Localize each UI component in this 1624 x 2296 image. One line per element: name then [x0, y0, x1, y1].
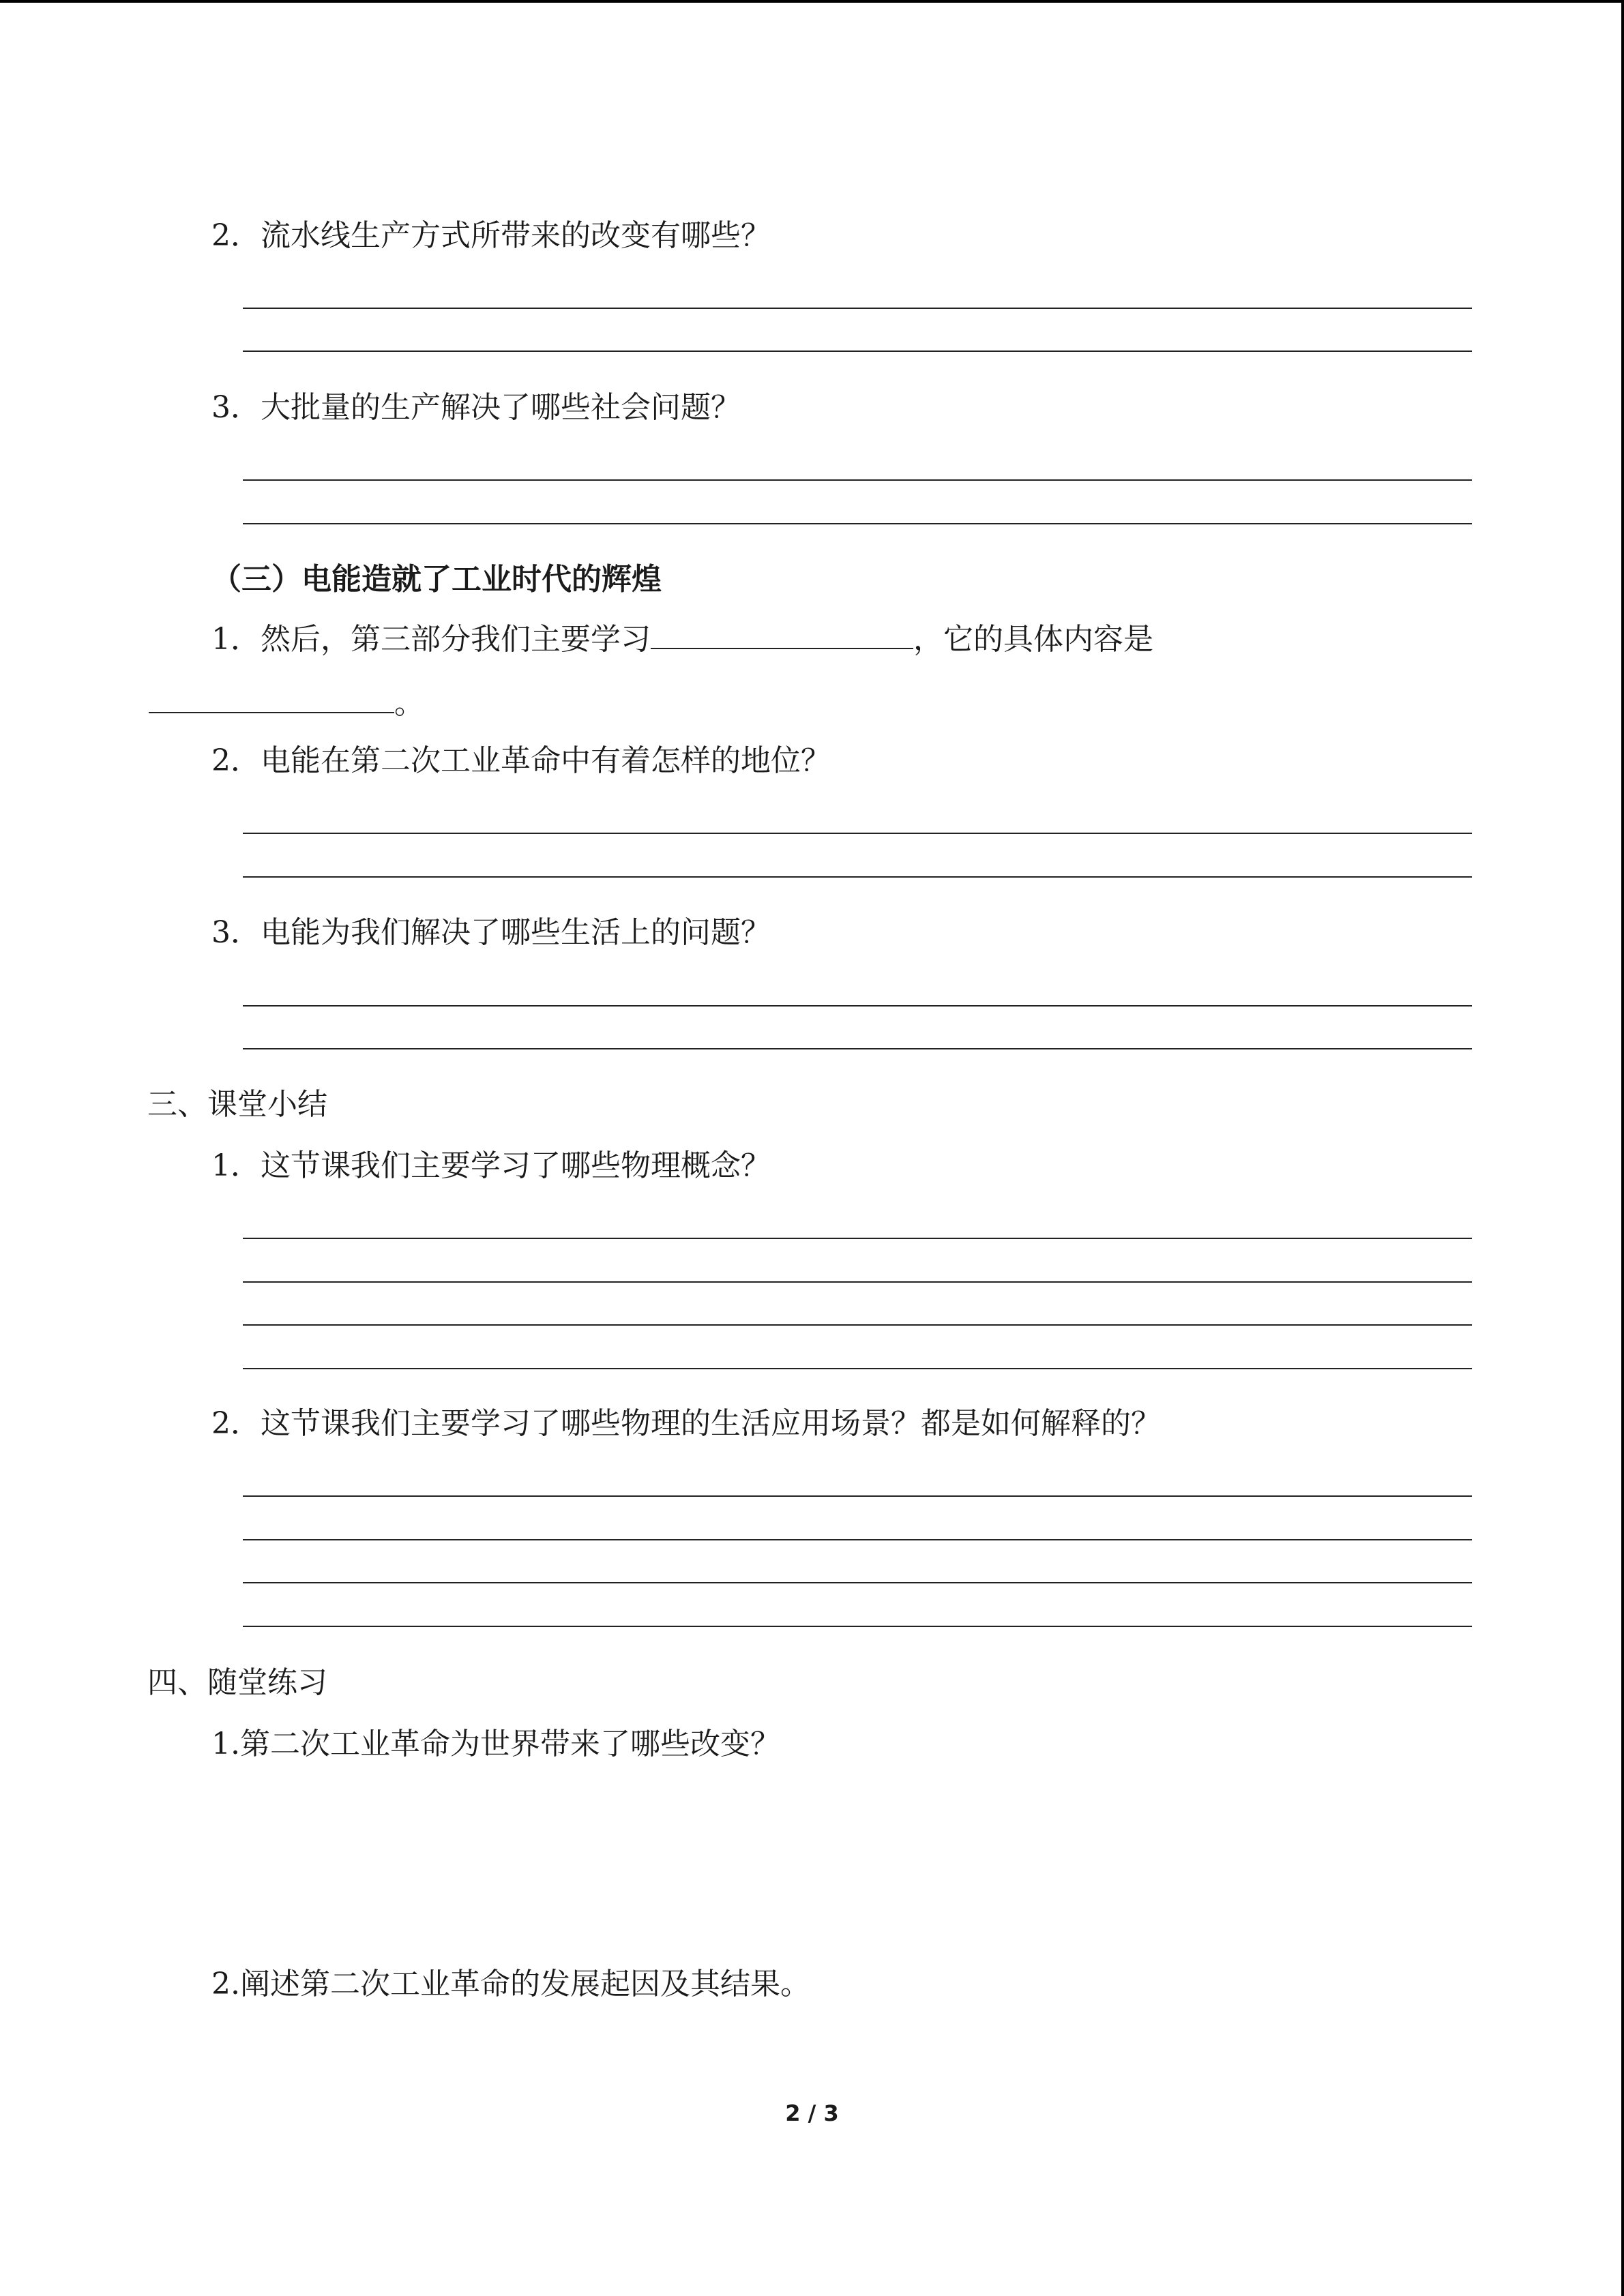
- section-heading-practice: 四、随堂练习: [147, 1665, 327, 1700]
- answer-line[interactable]: [243, 833, 1472, 834]
- answer-line[interactable]: [243, 1238, 1472, 1239]
- answer-line[interactable]: [243, 1368, 1472, 1369]
- answer-line[interactable]: [243, 1539, 1472, 1540]
- question-practice-1: 1.第二次工业革命为世界带来了哪些改变？: [211, 1727, 780, 1761]
- answer-line[interactable]: [243, 1005, 1472, 1007]
- section-heading-electricity: （三）电能造就了工业时代的辉煌: [211, 562, 662, 597]
- answer-line[interactable]: [243, 308, 1472, 309]
- page-number: 2 / 3: [785, 2100, 839, 2126]
- question-flow-2: 2．流水线生产方式所带来的改变有哪些？: [211, 218, 771, 253]
- page-right-border: [1621, 0, 1624, 2296]
- answer-line[interactable]: [243, 351, 1472, 352]
- answer-line[interactable]: [243, 1048, 1472, 1049]
- fill-blank[interactable]: [651, 621, 913, 649]
- question-electricity-1: [211, 621, 1153, 659]
- answer-line[interactable]: [243, 1324, 1472, 1326]
- answer-line[interactable]: [243, 1582, 1472, 1583]
- question-summary-1: 1．这节课我们主要学习了哪些物理概念？: [211, 1148, 771, 1183]
- answer-line[interactable]: [243, 479, 1472, 481]
- answer-line[interactable]: [243, 1495, 1472, 1497]
- question-text: 1．然后，第三部分我们主要学习: [211, 622, 651, 657]
- answer-line[interactable]: [243, 523, 1472, 524]
- question-electricity-3: 3．电能为我们解决了哪些生活上的问题？: [211, 915, 771, 950]
- answer-line[interactable]: [243, 1281, 1472, 1283]
- page-top-border: [0, 0, 1624, 3]
- question-practice-2: 2.阐述第二次工业革命的发展起因及其结果。: [211, 1967, 810, 2001]
- question-electricity-1-cont: [149, 685, 424, 723]
- question-text: 。: [394, 686, 424, 721]
- answer-line[interactable]: [243, 1626, 1472, 1627]
- question-text: ，它的具体内容是: [913, 622, 1153, 657]
- section-heading-summary: 三、课堂小结: [147, 1087, 327, 1122]
- question-flow-3: 3．大批量的生产解决了哪些社会问题？: [211, 390, 741, 425]
- answer-line[interactable]: [243, 876, 1472, 878]
- question-electricity-2: 2．电能在第二次工业革命中有着怎样的地位？: [211, 743, 831, 778]
- question-summary-2: 2．这节课我们主要学习了哪些物理的生活应用场景？都是如何解释的？: [211, 1406, 1161, 1441]
- fill-blank[interactable]: [149, 685, 394, 713]
